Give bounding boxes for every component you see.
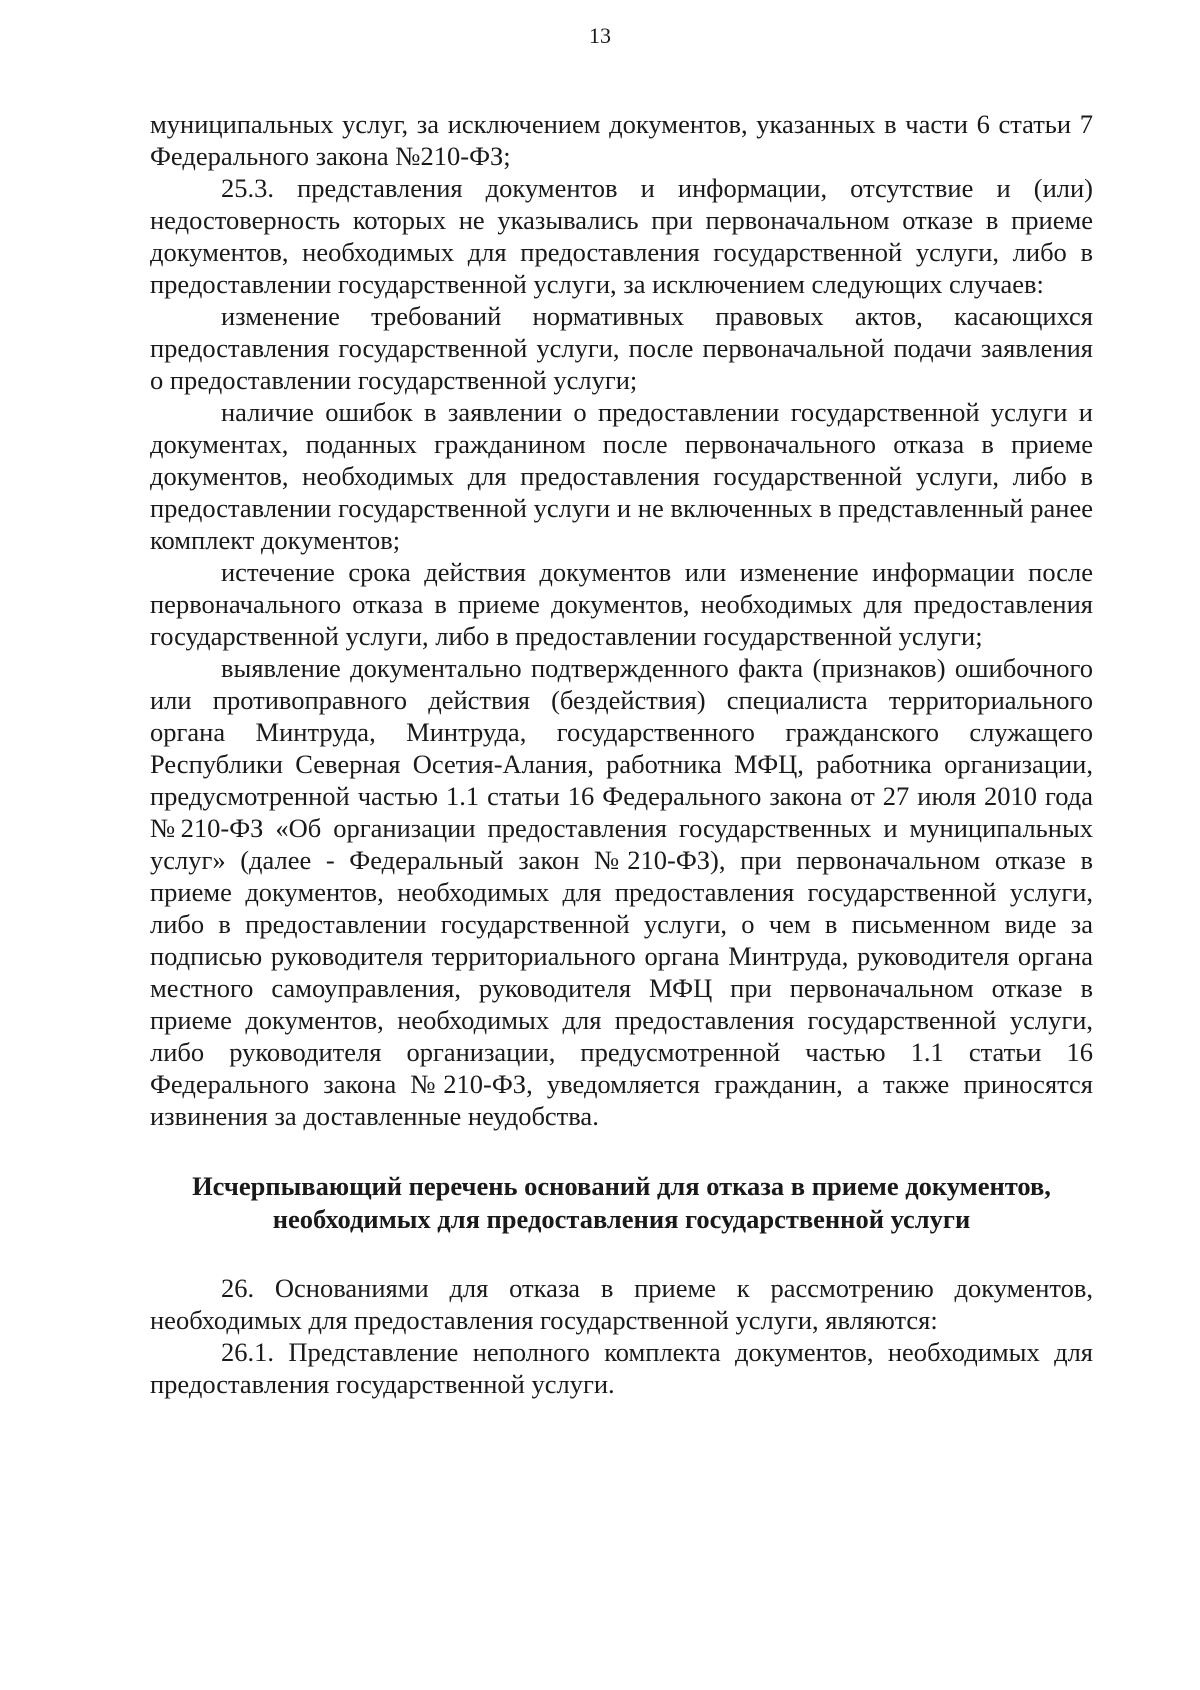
paragraph-26: 26. Основаниями для отказа в приеме к рассмотрению документов, необходимых для предоставления государственной услуги, являются: [150, 1273, 1093, 1335]
paragraph-25-3: 25.3. представления документов и информации, отсутствие и (или) недостоверность которых не указывались при первоначальном отказе в приеме документов, необходимых для предоставления государственной услуги, либо в предоставлении государственной услуги, за исключением следующих случаев: [150, 173, 1093, 299]
section-heading [150, 1170, 1093, 1236]
section-heading-line-1: Исчерпывающий перечень оснований для отказа в приеме документов, [192, 1171, 1051, 1201]
paragraph-exception-2: наличие ошибок в заявлении о предоставлении государственной услуги и документах, поданных гражданином после первоначального отказа в приеме документов, необходимых для предоставления государственной услуги, либо в предоставлении государственной услуги и не включенных в представленный ранее комплект документов; [150, 397, 1093, 555]
page-number: 13 [589, 23, 611, 48]
document-body [150, 108, 1093, 1400]
paragraph-continuation: муниципальных услуг, за исключением документов, указанных в части 6 статьи 7 Федерального закона №210-ФЗ; [150, 109, 1093, 171]
paragraph-exception-4: выявление документально подтвержденного факта (признаков) ошибочного или противоправного действия (бездействия) специалиста территориального органа Минтруда, Минтруда, государственного гражданского служащего Республики Северная Осетия-Алания, работника МФЦ, работника организации, предусмотренной частью 1.1 статьи 16 Федерального закона от 27 июля 2010 года №210-ФЗ «Об организации предоставления государственных и муниципальных услуг» (далее - Федеральный закон №210-ФЗ), при первоначальном отказе в приеме документов, необходимых для предоставления государственной услуги, либо в предоставлении государственной услуги, о чем в письменном виде за подписью руководителя территориального органа Минтруда, руководителя органа местного самоуправления, руководителя МФЦ при первоначальном отказе в приеме документов, необходимых для предоставления государственной услуги, либо руководителя организации, предусмотренной частью 1.1 статьи 16 Федерального закона №210-ФЗ, уведомляется гражданин, а также приносятся извинения за доставленные неудобства. [150, 653, 1093, 1131]
paragraph-exception-3: истечение срока действия документов или изменение информации после первоначального отказа в приеме документов, необходимых для предоставления государственной услуги, либо в предоставлении государственной услуги; [150, 557, 1093, 651]
paragraph-exception-1: изменение требований нормативных правовых актов, касающихся предоставления государственной услуги, после первоначальной подачи заявления о предоставлении государственной услуги; [150, 301, 1093, 395]
paragraph-26-1: 26.1. Представление неполного комплекта документов, необходимых для предоставления государственной услуги. [150, 1337, 1093, 1399]
section-heading-line-2: необходимых для предоставления государственной услуги [272, 1204, 971, 1234]
